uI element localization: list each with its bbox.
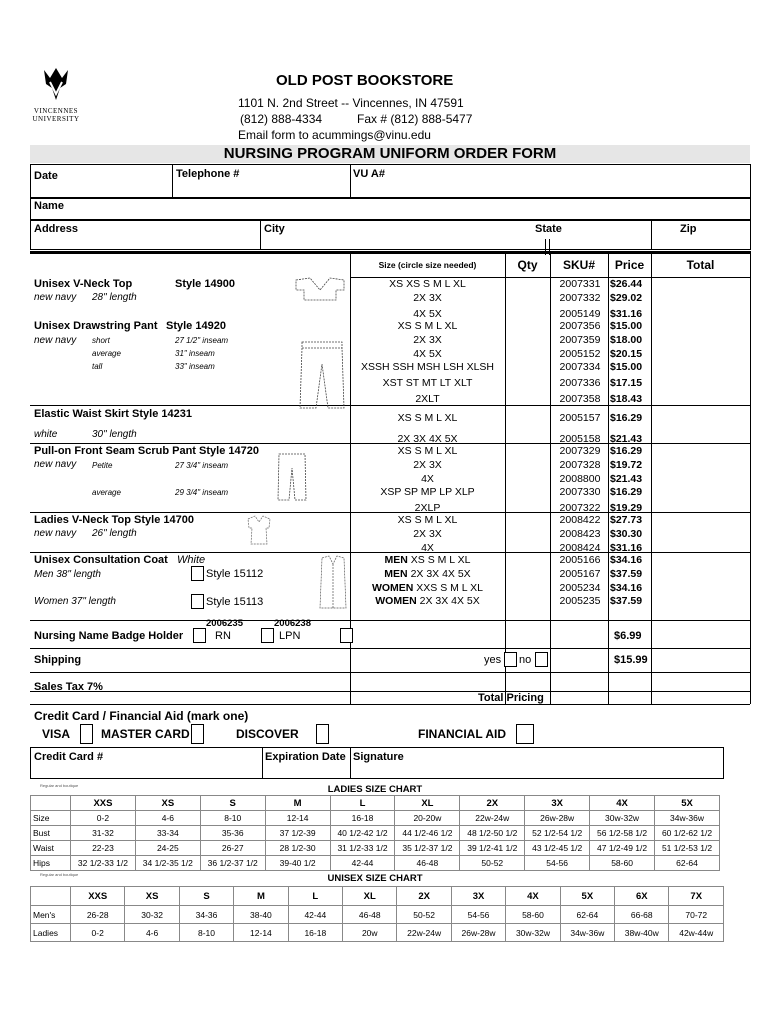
- row-label: Ladies: [31, 924, 71, 942]
- chart-cell: 26w-28w: [525, 811, 590, 826]
- variant-average: average: [92, 349, 121, 358]
- size-header: 4X: [590, 796, 655, 811]
- price: $34.16: [610, 581, 643, 594]
- vneck-prices: [610, 278, 652, 321]
- shipping-no-label: no: [519, 654, 532, 666]
- price: $31.16: [610, 307, 643, 320]
- variant-petite-inseam: 27 3/4" inseam: [175, 461, 229, 470]
- ladies-chart-note: Regular and boutique: [40, 783, 79, 788]
- coat-men-checkbox[interactable]: [191, 566, 204, 581]
- shipping-yes-checkbox[interactable]: [504, 652, 517, 667]
- drawstring-name: Unisex Drawstring Pant: [34, 320, 158, 332]
- size-option[interactable]: 4X 5X: [413, 307, 442, 320]
- ladies-vneck-color: new navy: [34, 528, 77, 539]
- ladies-top-icon: [245, 514, 273, 546]
- price: $37.59: [610, 567, 643, 580]
- vneck-length: 28" length: [92, 292, 137, 303]
- size-group: MEN: [384, 567, 408, 580]
- chart-cell: 60 1/2-62 1/2: [655, 826, 720, 841]
- coat-prices: [610, 554, 652, 609]
- chart-cell: 34 1/2-35 1/2: [135, 856, 200, 871]
- chart-cell: 16-18: [330, 811, 395, 826]
- store-phone: (812) 888-4334: [240, 112, 323, 126]
- sku: 2007322: [559, 502, 601, 515]
- chart-cell: 39 1/2-41 1/2: [460, 841, 525, 856]
- chart-cell: 36 1/2-37 1/2: [200, 856, 265, 871]
- unisex-chart-note: Regular and boutique: [40, 872, 79, 877]
- size-option[interactable]: 4X 5X: [413, 347, 442, 360]
- size-list: XS S M L XL: [410, 554, 471, 566]
- logo-line2: UNIVERSITY: [32, 115, 80, 123]
- size-header: 5X: [560, 887, 614, 906]
- sku: 2007330: [559, 486, 601, 499]
- price: $34.16: [610, 554, 643, 566]
- sku: 2005157: [559, 412, 601, 424]
- visa-label: VISA: [42, 727, 71, 741]
- variant-pullon-average-inseam: 29 3/4" inseam: [175, 488, 229, 497]
- size-list: 2X 3X 4X 5X: [419, 595, 480, 608]
- skirt-color: white: [34, 429, 58, 440]
- chart-cell: 20w: [343, 924, 397, 942]
- vneck-color: new navy: [34, 292, 77, 303]
- size-column-header: Size (circle size needed): [378, 260, 477, 270]
- chart-header-row: [31, 887, 724, 906]
- size-option[interactable]: 4X: [421, 472, 434, 485]
- chart-cell: 58-60: [590, 856, 655, 871]
- size-option[interactable]: XS S M L XL: [397, 412, 458, 424]
- badge-rn-checkbox[interactable]: [193, 628, 206, 643]
- chart-cell: 26-28: [71, 906, 125, 924]
- price: $17.15: [610, 377, 643, 390]
- chart-cell: 40 1/2-42 1/2: [330, 826, 395, 841]
- zip-field[interactable]: Zip: [680, 223, 697, 235]
- total-pricing-label: Total Pricing: [478, 692, 544, 704]
- coat-women-length: Women 37" length: [34, 596, 116, 607]
- size-option[interactable]: [350, 568, 505, 582]
- drawstring-sizes[interactable]: [350, 320, 505, 407]
- chart-cell: 26-27: [200, 841, 265, 856]
- vneck-skus: [554, 278, 606, 321]
- store-name: OLD POST BOOKSTORE: [276, 72, 454, 89]
- size-option[interactable]: XS S M L XL: [397, 445, 458, 457]
- chart-cell: 0-2: [71, 811, 136, 826]
- size-header: L: [288, 887, 342, 906]
- size-option[interactable]: [350, 582, 505, 596]
- chart-header-row: [31, 796, 720, 811]
- chart-cell: 43 1/2-45 1/2: [525, 841, 590, 856]
- row-label: Hips: [31, 856, 71, 871]
- chart-row: [31, 856, 720, 871]
- chart-cell: 12-14: [265, 811, 330, 826]
- shipping-yes-label: yes: [484, 654, 502, 666]
- chart-corner: [31, 887, 71, 906]
- chart-cell: 50-52: [460, 856, 525, 871]
- size-header: 2X: [397, 887, 451, 906]
- chart-cell: 34w-36w: [655, 811, 720, 826]
- chart-corner: [31, 796, 71, 811]
- chart-cell: 30w-32w: [590, 811, 655, 826]
- size-header: 3X: [525, 796, 590, 811]
- size-option[interactable]: 2XLP: [414, 502, 441, 515]
- size-option[interactable]: 2X 3X: [413, 333, 442, 346]
- size-option[interactable]: XS S M L XL: [397, 514, 458, 526]
- drawstring-pant-icon: [296, 340, 348, 412]
- size-header: XXS: [71, 796, 136, 811]
- sku: 2008423: [559, 527, 601, 540]
- chart-cell: 35 1/2-37 1/2: [395, 841, 460, 856]
- chart-cell: 70-72: [669, 906, 724, 924]
- price: $26.44: [610, 278, 643, 290]
- ladies-vneck-length: 26" length: [92, 528, 137, 539]
- size-header: XL: [395, 796, 460, 811]
- size-header: 2X: [460, 796, 525, 811]
- chart-cell: 39-40 1/2: [265, 856, 330, 871]
- payment-title: Credit Card / Financial Aid (mark one): [34, 709, 249, 723]
- chart-cell: 37 1/2-39: [265, 826, 330, 841]
- row-label: Size: [31, 811, 71, 826]
- chart-cell: 56 1/2-58 1/2: [590, 826, 655, 841]
- chart-cell: 34w-36w: [560, 924, 614, 942]
- size-option[interactable]: 2X 3X: [413, 458, 442, 471]
- chart-cell: 54-56: [525, 856, 590, 871]
- skirt-sizes[interactable]: [350, 408, 505, 450]
- sku: 2007329: [559, 445, 601, 457]
- badge-price: $6.99: [614, 630, 642, 642]
- chart-cell: 50-52: [397, 906, 451, 924]
- name-field[interactable]: Name: [34, 200, 64, 212]
- unisex-chart-title: UNISEX SIZE CHART: [327, 873, 423, 884]
- vneck-sizes[interactable]: [350, 278, 505, 321]
- chart-cell: 34-36: [179, 906, 233, 924]
- size-option[interactable]: XSP SP MP LP XLP: [380, 486, 475, 499]
- ladies-vneck-name: Ladies V-Neck Top Style 14700: [34, 514, 194, 526]
- chart-cell: 8-10: [200, 811, 265, 826]
- university-logo: [30, 68, 82, 128]
- sku: 2007356: [559, 320, 601, 332]
- sku: 2005158: [559, 433, 601, 445]
- sku: 2008800: [559, 472, 601, 485]
- chart-cell: 33-34: [135, 826, 200, 841]
- sku: 2007331: [559, 278, 601, 290]
- size-header: 3X: [451, 887, 505, 906]
- coat-color: White: [177, 554, 206, 566]
- total-column-header: Total: [686, 258, 715, 272]
- shipping-label: Shipping: [34, 654, 82, 666]
- chart-cell: 0-2: [71, 924, 125, 942]
- pullon-color: new navy: [34, 459, 77, 470]
- sku: 2005234: [559, 581, 601, 594]
- badge-lpn-sku: 2006238: [274, 618, 311, 629]
- size-header: S: [200, 796, 265, 811]
- chart-cell: 62-64: [560, 906, 614, 924]
- credit-card-number-field[interactable]: Credit Card #: [34, 751, 104, 763]
- coat-men-style: Style 15112: [206, 568, 264, 580]
- chart-cell: 47 1/2-49 1/2: [590, 841, 655, 856]
- signature-field[interactable]: Signature: [353, 751, 404, 763]
- sku: 2007359: [559, 333, 601, 346]
- skirt-skus: [554, 408, 606, 450]
- variant-tall: tall: [92, 362, 103, 371]
- price: $21.43: [610, 472, 643, 485]
- chart-cell: 4-6: [135, 811, 200, 826]
- chart-cell: 46-48: [395, 856, 460, 871]
- chart-cell: 62-64: [655, 856, 720, 871]
- price: $20.15: [610, 347, 643, 360]
- discover-label: DISCOVER: [236, 727, 299, 741]
- coat-sizes[interactable]: [350, 554, 505, 609]
- size-option[interactable]: 2X 3X 4X 5X: [397, 433, 458, 445]
- pullon-prices: [610, 445, 652, 516]
- variant-petite: Petite: [92, 461, 113, 470]
- size-header: S: [179, 887, 233, 906]
- ladies-vneck-sizes[interactable]: [350, 514, 505, 555]
- price: $18.00: [610, 333, 643, 346]
- chart-cell: 52 1/2-54 1/2: [525, 826, 590, 841]
- sku: 2008424: [559, 541, 601, 554]
- sku: 2007358: [559, 392, 601, 405]
- shipping-price: $15.99: [614, 654, 648, 666]
- info-box: [30, 164, 751, 198]
- drawstring-prices: [610, 320, 652, 407]
- form-title: NURSING PROGRAM UNIFORM ORDER FORM: [223, 145, 557, 162]
- chart-cell: 66-68: [615, 906, 669, 924]
- chart-cell: 12-14: [234, 924, 288, 942]
- variant-pullon-average: average: [92, 488, 121, 497]
- sku: 2005149: [559, 307, 601, 320]
- chart-cell: 30w-32w: [506, 924, 560, 942]
- size-header: XS: [125, 887, 179, 906]
- price: $30.30: [610, 527, 643, 540]
- store-fax: Fax # (812) 888-5477: [357, 112, 473, 126]
- vneck-name: Unisex V-Neck Top: [34, 278, 133, 290]
- chart-cell: 4-6: [125, 924, 179, 942]
- sku: 2007328: [559, 458, 601, 471]
- ladies-vneck-prices: [610, 514, 652, 555]
- state-field[interactable]: State: [535, 223, 562, 235]
- qty-column-header: Qty: [517, 258, 538, 272]
- badge-rn-sku: 2006235: [206, 618, 243, 629]
- size-header: L: [330, 796, 395, 811]
- chart-cell: 22w-24w: [397, 924, 451, 942]
- mastercard-label: MASTER CARD: [101, 727, 190, 741]
- size-list: XXS S M L XL: [416, 581, 484, 594]
- chart-cell: 44 1/2-46 1/2: [395, 826, 460, 841]
- chart-row: [31, 924, 724, 942]
- sku: 2007336: [559, 377, 601, 390]
- size-option[interactable]: XS XS S M L XL: [389, 278, 466, 290]
- pullon-name: Pull-on Front Seam Scrub Pant Style 14720: [34, 445, 259, 457]
- size-option[interactable]: XS S M L XL: [397, 320, 458, 332]
- sku: 2005152: [559, 347, 601, 360]
- price: $18.43: [610, 392, 643, 405]
- size-option[interactable]: [350, 554, 505, 568]
- size-header: XL: [343, 887, 397, 906]
- coat-women-style: Style 15113: [206, 596, 264, 608]
- sku: 2005166: [559, 554, 601, 566]
- pullon-pant-icon: [276, 452, 308, 502]
- city-field[interactable]: City: [264, 223, 285, 235]
- chart-cell: 35-36: [200, 826, 265, 841]
- chart-cell: 28 1/2-30: [265, 841, 330, 856]
- telephone-field[interactable]: Telephone #: [176, 168, 240, 180]
- price: $37.59: [610, 595, 643, 608]
- mastercard-checkbox[interactable]: [191, 724, 204, 744]
- chart-cell: 54-56: [451, 906, 505, 924]
- size-list: 2X 3X 4X 5X: [410, 567, 471, 580]
- store-address: 1101 N. 2nd Street -- Vincennes, IN 47591: [238, 96, 464, 110]
- drawstring-skus: [554, 320, 606, 407]
- chart-cell: 38w-40w: [615, 924, 669, 942]
- size-header: XS: [135, 796, 200, 811]
- size-header: 7X: [669, 887, 724, 906]
- chart-cell: 46-48: [343, 906, 397, 924]
- variant-short-inseam: 27 1/2" inseam: [175, 336, 229, 345]
- sku: 2007334: [559, 361, 601, 374]
- variant-average-inseam: 31" inseam: [175, 349, 215, 358]
- price: $19.29: [610, 502, 643, 515]
- chart-row: [31, 826, 720, 841]
- price: $16.29: [610, 412, 643, 424]
- sku: 2007332: [559, 291, 601, 304]
- size-option[interactable]: 2X 3X: [413, 527, 442, 540]
- skirt-name: Elastic Waist Skirt Style 14231: [34, 408, 192, 420]
- size-header: XXS: [71, 887, 125, 906]
- variant-tall-inseam: 33" inseam: [175, 362, 215, 371]
- price: $15.00: [610, 361, 643, 374]
- size-group: WOMEN: [371, 581, 414, 594]
- unisex-size-chart: [30, 886, 724, 942]
- vneck-top-icon: [292, 276, 348, 302]
- logo-crest-icon: [30, 68, 82, 102]
- lab-coat-icon: [318, 554, 348, 610]
- price-column-header: Price: [614, 258, 645, 272]
- chart-cell: 31 1/2-33 1/2: [330, 841, 395, 856]
- drawstring-style: Style 14920: [166, 320, 226, 332]
- chart-cell: 42-44: [330, 856, 395, 871]
- ladies-chart-title: LADIES SIZE CHART: [327, 784, 423, 795]
- sku: 2005235: [559, 595, 601, 608]
- badge-lpn-label: LPN: [279, 630, 301, 642]
- coat-women-checkbox[interactable]: [191, 594, 204, 609]
- sku: 2008422: [559, 514, 601, 526]
- badge-name: Nursing Name Badge Holder: [34, 630, 184, 642]
- vu-id-field[interactable]: VU A#: [353, 168, 385, 180]
- chart-row: [31, 906, 724, 924]
- chart-cell: 22w-24w: [460, 811, 525, 826]
- chart-cell: 8-10: [179, 924, 233, 942]
- chart-cell: 16-18: [288, 924, 342, 942]
- chart-cell: 22-23: [71, 841, 136, 856]
- financial-aid-checkbox[interactable]: [516, 724, 534, 744]
- size-option[interactable]: XST ST MT LT XLT: [382, 377, 473, 390]
- badge-extra-checkbox[interactable]: [340, 628, 353, 643]
- ladies-size-chart: [30, 795, 720, 871]
- financial-aid-label: FINANCIAL AID: [418, 727, 506, 741]
- price: $16.29: [610, 486, 643, 499]
- expiration-date-field[interactable]: Expiration Date: [265, 751, 346, 763]
- size-option[interactable]: [350, 595, 505, 609]
- shipping-no-checkbox[interactable]: [535, 652, 548, 667]
- chart-cell: 58-60: [506, 906, 560, 924]
- price: $19.72: [610, 458, 643, 471]
- chart-cell: 48 1/2-50 1/2: [460, 826, 525, 841]
- sales-tax-label: Sales Tax 7%: [34, 681, 103, 693]
- row-label: Waist: [31, 841, 71, 856]
- chart-cell: 32 1/2-33 1/2: [71, 856, 136, 871]
- chart-cell: 20-20w: [395, 811, 460, 826]
- size-header: 6X: [615, 887, 669, 906]
- sku-column-header: SKU#: [562, 258, 595, 272]
- store-email: Email form to acummings@vinu.edu: [238, 128, 431, 142]
- size-header: M: [265, 796, 330, 811]
- vneck-style: Style 14900: [175, 278, 235, 290]
- coat-name: Unisex Consultation Coat: [34, 554, 168, 566]
- size-option[interactable]: XSSH SSH MSH LSH XLSH: [360, 361, 495, 374]
- pullon-sizes[interactable]: [350, 445, 505, 516]
- sku: 2005167: [559, 567, 601, 580]
- price: $31.16: [610, 541, 643, 554]
- address-field[interactable]: Address: [34, 223, 79, 235]
- price: $21.43: [610, 433, 643, 445]
- logo-line1: VINCENNES: [33, 107, 79, 115]
- price: $16.29: [610, 445, 643, 457]
- skirt-prices: [610, 408, 652, 450]
- size-option[interactable]: 2X 3X: [413, 291, 442, 304]
- chart-cell: 30-32: [125, 906, 179, 924]
- size-header: M: [234, 887, 288, 906]
- size-header: 4X: [506, 887, 560, 906]
- chart-cell: 42w-44w: [669, 924, 724, 942]
- size-option[interactable]: 4X: [421, 541, 434, 554]
- variant-short: short: [92, 336, 110, 345]
- chart-cell: 26w-28w: [451, 924, 505, 942]
- chart-cell: 38-40: [234, 906, 288, 924]
- size-group: WOMEN: [375, 595, 417, 608]
- chart-cell: 51 1/2-53 1/2: [655, 841, 720, 856]
- discover-checkbox[interactable]: [316, 724, 329, 744]
- chart-cell: 24-25: [135, 841, 200, 856]
- drawstring-color: new navy: [34, 335, 77, 346]
- size-group: MEN: [384, 554, 408, 566]
- chart-row: [31, 811, 720, 826]
- chart-cell: 31-32: [71, 826, 136, 841]
- price: $15.00: [610, 320, 643, 332]
- coat-skus: [554, 554, 606, 609]
- pullon-skus: [554, 445, 606, 516]
- chart-row: [31, 841, 720, 856]
- coat-men-length: Men 38" length: [34, 569, 101, 580]
- badge-rn-label: RN: [215, 630, 231, 642]
- price: $27.73: [610, 514, 643, 526]
- row-label: Men's: [31, 906, 71, 924]
- visa-checkbox[interactable]: [80, 724, 93, 744]
- price: $29.02: [610, 291, 643, 304]
- date-field[interactable]: Date: [34, 170, 58, 182]
- badge-lpn-checkbox[interactable]: [261, 628, 274, 643]
- ladies-vneck-skus: [554, 514, 606, 555]
- size-header: 5X: [655, 796, 720, 811]
- size-option[interactable]: 2XLT: [415, 392, 440, 405]
- row-label: Bust: [31, 826, 71, 841]
- skirt-length: 30" length: [92, 429, 137, 440]
- chart-cell: 42-44: [288, 906, 342, 924]
